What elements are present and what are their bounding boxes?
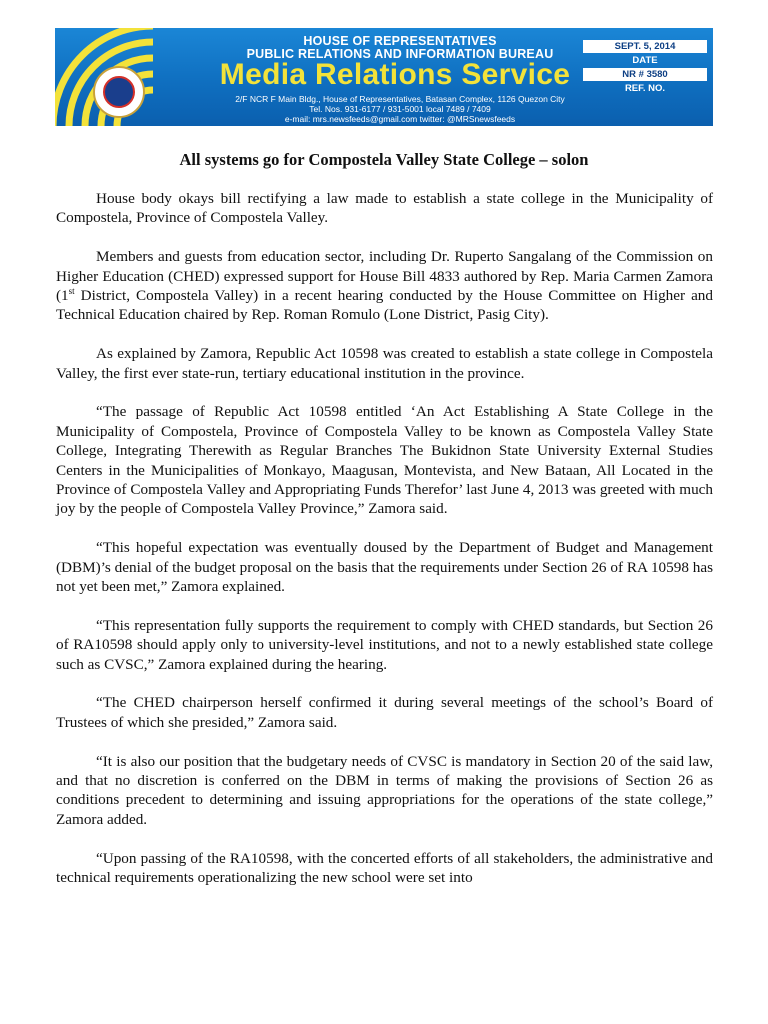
release-info-box (583, 40, 707, 96)
paragraph-8: “It is also our position that the budgetary needs of CVSC is mandatory in Section 20 of the said law, and that no discretion is conferred on the DBM in terms of making the provisions of Section 26 as conditions precedent to determining and issuing appropriations for the operations of the state college,” Zamora added. (56, 752, 713, 828)
release-date-value: SEPT. 5, 2014 (583, 40, 707, 53)
header-service-name: Media Relations Service (219, 58, 571, 91)
article-body (56, 189, 713, 907)
release-number-value: NR # 3580 (583, 68, 707, 81)
paragraph-6: “This representation fully supports the requirement to comply with CHED standards, but Section 26 of RA10598 should apply only to university-level institutions, and not to a newly established state college such as CVSC,” Zamora explained during the hearing. (56, 616, 713, 673)
header-email-twitter: e-mail: mrs.newsfeeds@gmail.com twitter: @MRSnewsfeeds (284, 114, 516, 124)
header-org-line: HOUSE OF REPRESENTATIVES (303, 34, 497, 48)
paragraph-3: As explained by Zamora, Republic Act 10598 was created to establish a state college in Compostela Valley, the first ever state-run, tertiary educational institution in the province. (56, 345, 713, 382)
paragraph-1: House body okays bill rectifying a law made to establish a state college in the Municipality of Compostela, Province of Compostela Valley. (56, 190, 713, 227)
paragraph-7: “The CHED chairperson herself confirmed it during several meetings of the school’s Board of Trustees of which she presided,” Zamora said. (56, 694, 713, 731)
paragraph-5: “This hopeful expectation was eventually doused by the Department of Budget and Management (DBM)’s denial of the budget proposal on the basis that the requirements under Section 26 of RA 10598 has not yet been met,” Zamora explained. (56, 539, 713, 596)
header-address: 2/F NCR F Main Bldg., House of Representatives, Batasan Complex, 1126 Quezon City (235, 94, 565, 104)
release-date-label: DATE (632, 55, 658, 66)
release-ref-label: REF. NO. (624, 83, 666, 94)
article-title: All systems go for Compostela Valley State College – solon (179, 150, 589, 169)
house-seal-logo (93, 66, 145, 118)
paragraph-2: Members and guests from education sector, including Dr. Ruperto Sangalang of the Commission on Higher Education (CHED) expressed support for House Bill 4833 authored by Rep. Maria Carmen Zamora (1st District, Compostela Valley) in a recent hearing conducted by the House Committee on Higher and Technical Education chaired by Rep. Roman Romulo (Lone District, Pasig City). (56, 248, 713, 324)
header-bureau-line: PUBLIC RELATIONS AND INFORMATION BUREAU (246, 47, 554, 61)
press-release-banner (55, 28, 713, 126)
paragraph-9: “Upon passing of the RA10598, with the concerted efforts of all stakeholders, the administrative and technical requirements operationalizing the new school were set into (56, 849, 713, 887)
header-telephone: Tel. Nos. 931-6177 / 931-5001 local 7489 / 7409 (309, 104, 491, 114)
paragraph-4: “The passage of Republic Act 10598 entitled ‘An Act Establishing A State College in the Municipality of Compostela, Province of Compostela Valley to be known as Compostela Valley State College, Integrating Therewith as Regular Branches The Bukidnon State University External Studies Centers in the Municipalities of Monkayo, Maagusan, Montevista, and New Bataan, All Located in the Province of Compostela Valley and Appropriating Funds Therefor’ last June 4, 2013 was greeted with much joy by the people of Compostela Valley Province,” Zamora said. (56, 403, 713, 518)
